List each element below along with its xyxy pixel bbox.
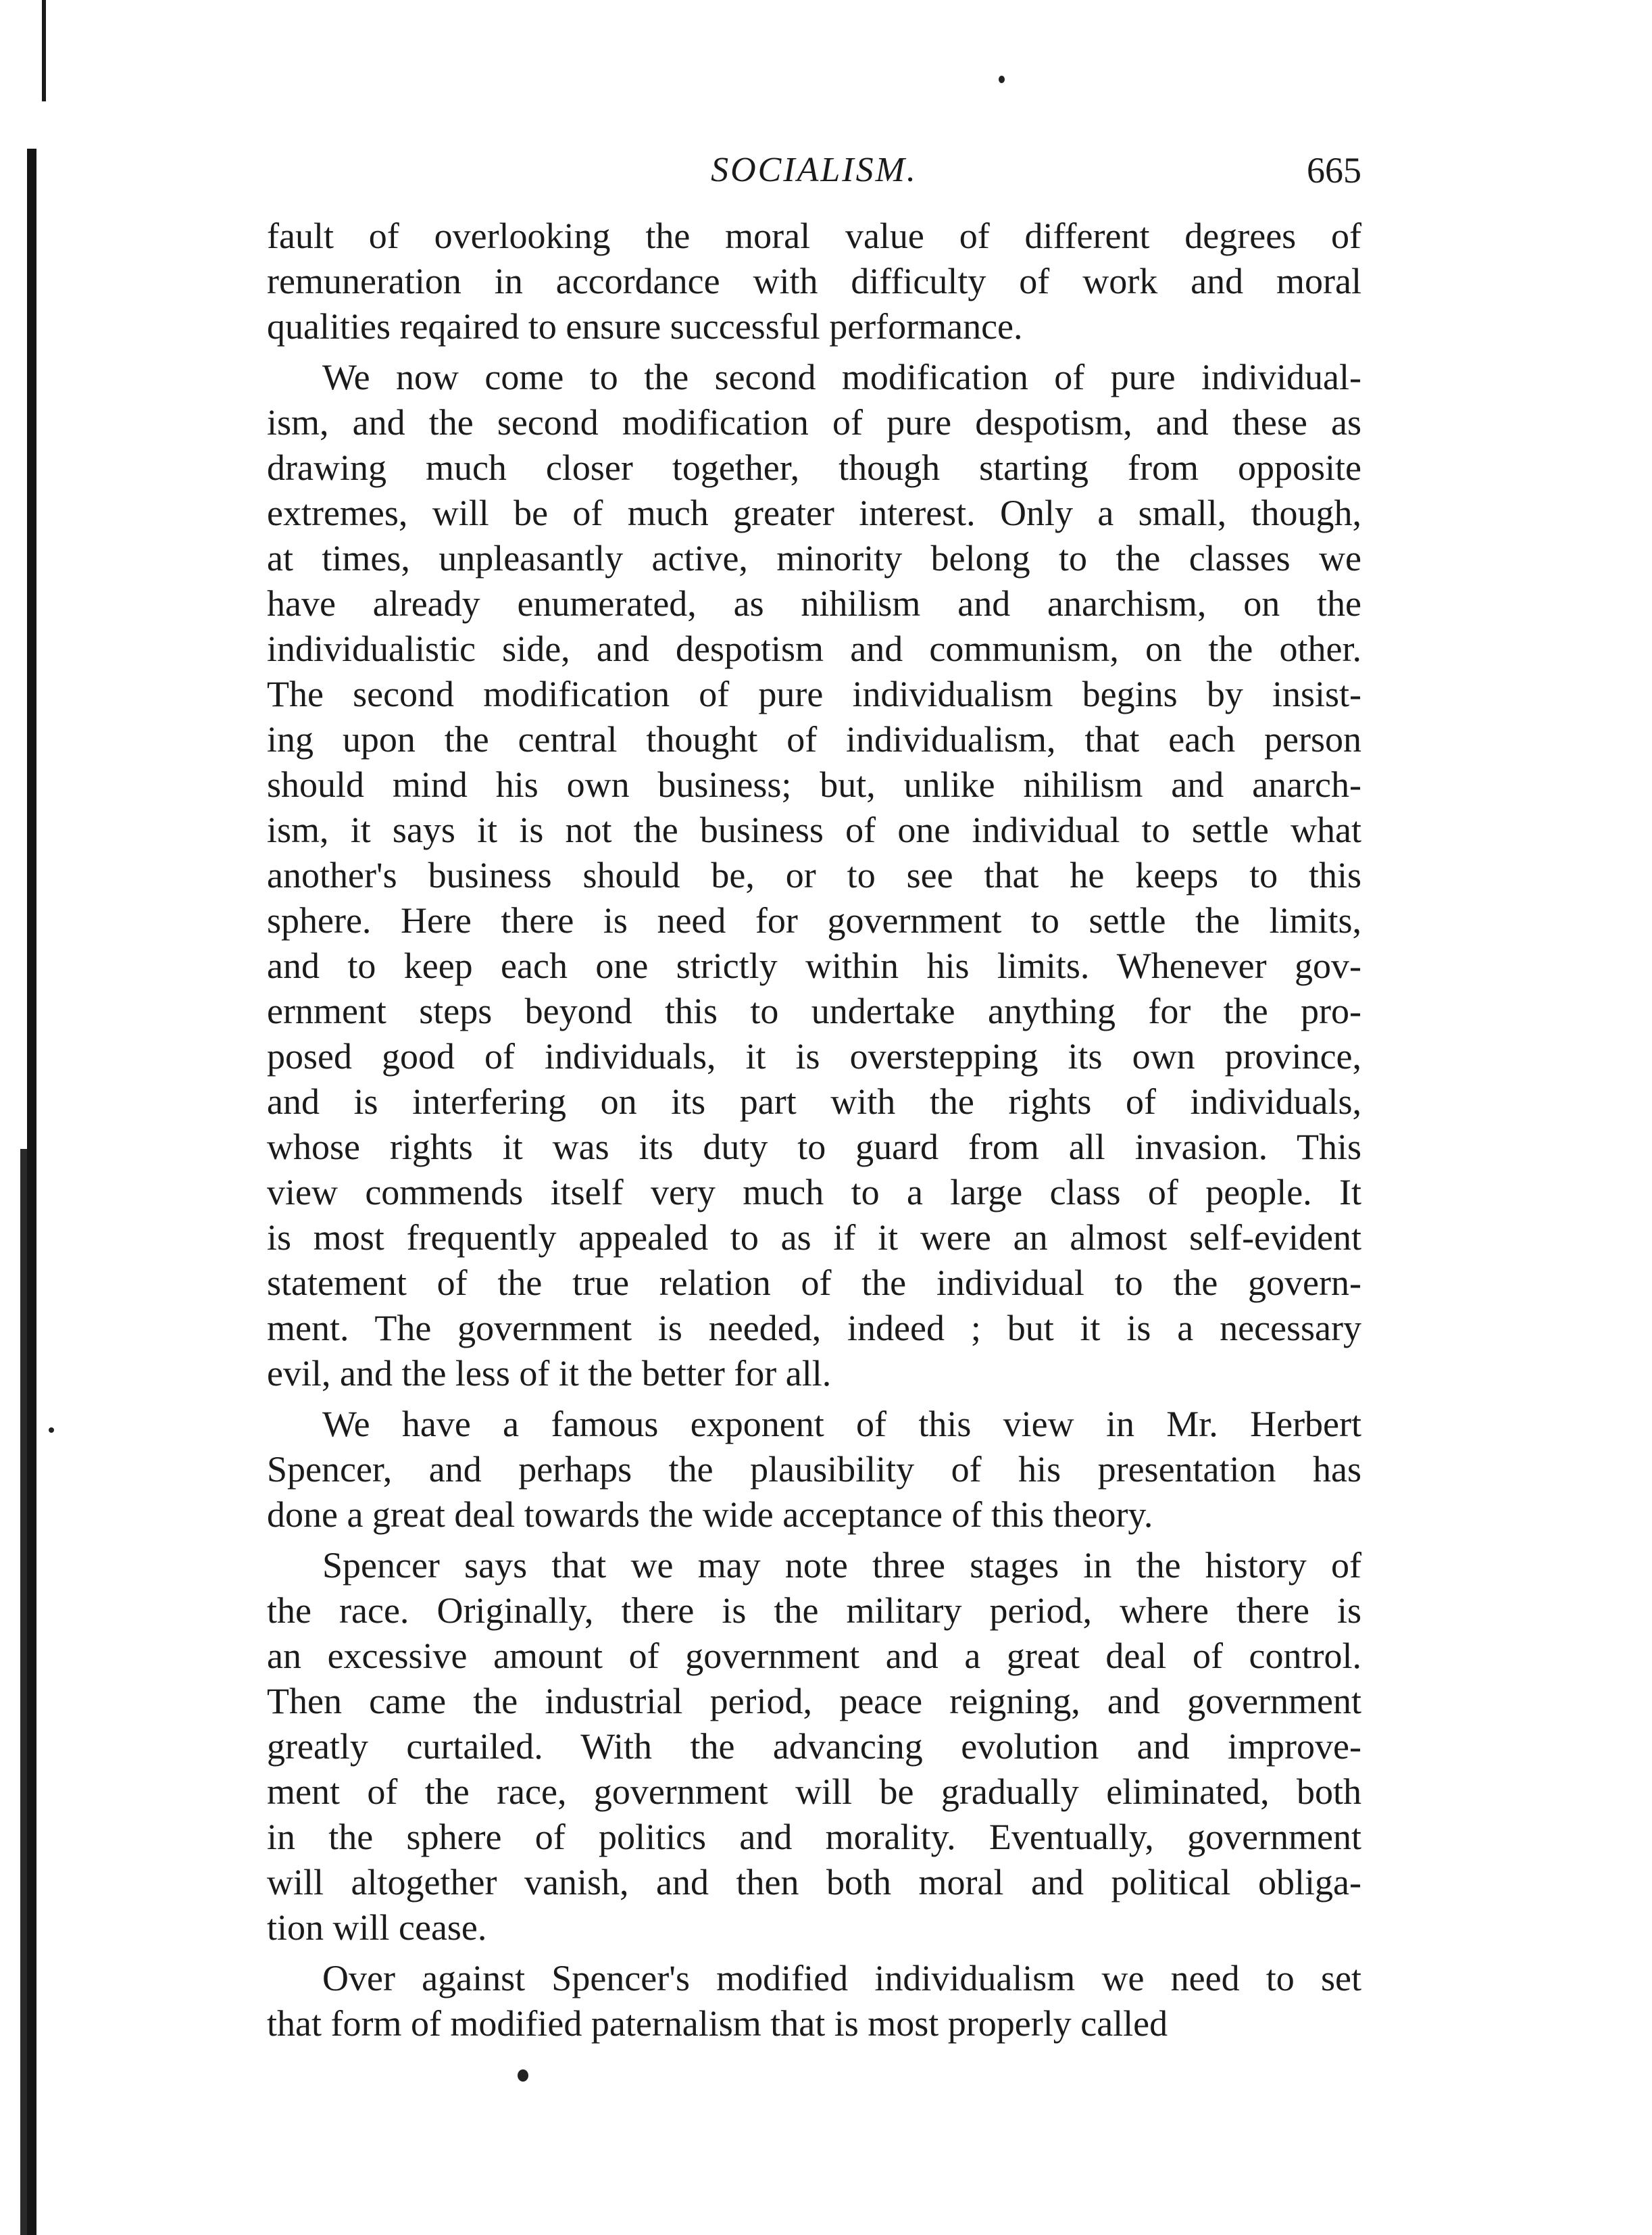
- binding-edge: [27, 149, 36, 2235]
- paragraph: [267, 355, 1361, 1396]
- paragraph-gap: [267, 1538, 1361, 1543]
- text-line: Spencer, and perhaps the plausibility of his presentation has: [267, 1449, 1361, 1490]
- text-line: in the sphere of politics and morality. Eventually, government: [267, 1817, 1361, 1857]
- text-line: evil, and the less of it the better for all.: [267, 1353, 832, 1394]
- text-line: ment. The government is needed, indeed ; but it is a necessary: [267, 1308, 1361, 1348]
- text-line: Over against Spencer's modified individualism we need to set: [322, 1958, 1361, 1998]
- text-line: We have a famous exponent of this view in Mr. Herbert: [322, 1404, 1361, 1444]
- text-line: ment of the race, government will be gradually eliminated, both: [267, 1771, 1361, 1812]
- paragraph: [267, 214, 1361, 349]
- running-title: SOCIALISM.: [711, 151, 918, 189]
- text-line: tion will cease.: [267, 1907, 487, 1948]
- scan-speck: [518, 2069, 528, 2082]
- text-line: is most frequently appealed to as if it were an almost self-evident: [267, 1217, 1361, 1258]
- page-number: 665: [1307, 150, 1361, 191]
- text-line: Then came the industrial period, peace reigning, and government: [267, 1681, 1361, 1721]
- scan-speck: [999, 76, 1005, 83]
- scan-speck: [49, 1427, 54, 1433]
- text-line: ism, and the second modification of pure despotism, and these as: [267, 402, 1361, 443]
- text-line: fault of overlooking the moral value of different degrees of: [267, 216, 1361, 256]
- text-line: remuneration in accordance with difficulty of work and moral: [267, 261, 1361, 301]
- text-line: greatly curtailed. With the advancing evolution and improve-: [267, 1726, 1361, 1767]
- body-text: [267, 214, 1361, 2046]
- text-line: whose rights it was its duty to guard from all invasion. This: [267, 1127, 1361, 1167]
- text-line: statement of the true relation of the individual to the govern-: [267, 1262, 1361, 1303]
- running-head: [267, 143, 1361, 197]
- text-line: an excessive amount of government and a great deal of control.: [267, 1636, 1361, 1676]
- text-line: that form of modified paternalism that is most properly called: [267, 2003, 1168, 2044]
- text-line: have already enumerated, as nihilism and anarchism, on the: [267, 583, 1361, 624]
- paragraph-gap: [267, 1950, 1361, 1956]
- paragraph-gap: [267, 349, 1361, 355]
- binding-edge-top: [42, 0, 46, 101]
- text-line: individualistic side, and despotism and communism, on the other.: [267, 629, 1361, 669]
- text-line: will altogether vanish, and then both moral and political obliga-: [267, 1862, 1361, 1902]
- binding-shadow: [20, 1149, 27, 2235]
- text-line: ism, it says it is not the business of one individual to settle what: [267, 810, 1361, 850]
- paragraph: [267, 1402, 1361, 1538]
- text-line: ing upon the central thought of individualism, that each person: [267, 719, 1361, 760]
- paragraph-gap: [267, 1396, 1361, 1402]
- text-line: sphere. Here there is need for government to settle the limits,: [267, 900, 1361, 941]
- text-line: Spencer says that we may note three stages in the history of: [322, 1545, 1361, 1586]
- text-line: drawing much closer together, though starting from opposite: [267, 447, 1361, 488]
- text-line: The second modification of pure individualism begins by insist-: [267, 674, 1361, 714]
- text-line: posed good of individuals, it is overstepping its own province,: [267, 1036, 1361, 1077]
- text-line: should mind his own business; but, unlike nihilism and anarch-: [267, 764, 1361, 805]
- text-line: another's business should be, or to see that he keeps to this: [267, 855, 1361, 895]
- text-line: at times, unpleasantly active, minority belong to the classes we: [267, 538, 1361, 579]
- paragraph: [267, 1956, 1361, 2046]
- text-line: the race. Originally, there is the military period, where there is: [267, 1590, 1361, 1631]
- text-line: and to keep each one strictly within his limits. Whenever gov-: [267, 945, 1361, 986]
- paragraph: [267, 1543, 1361, 1950]
- text-line: ernment steps beyond this to undertake anything for the pro-: [267, 991, 1361, 1031]
- text-line: view commends itself very much to a large class of people. It: [267, 1172, 1361, 1212]
- text-line: qualities reqaired to ensure successful performance.: [267, 306, 1023, 347]
- text-line: done a great deal towards the wide acceptance of this theory.: [267, 1494, 1153, 1535]
- text-line: We now come to the second modification of pure individual-: [322, 357, 1361, 397]
- text-line: and is interfering on its part with the rights of individuals,: [267, 1081, 1361, 1122]
- text-line: extremes, will be of much greater interest. Only a small, though,: [267, 493, 1361, 533]
